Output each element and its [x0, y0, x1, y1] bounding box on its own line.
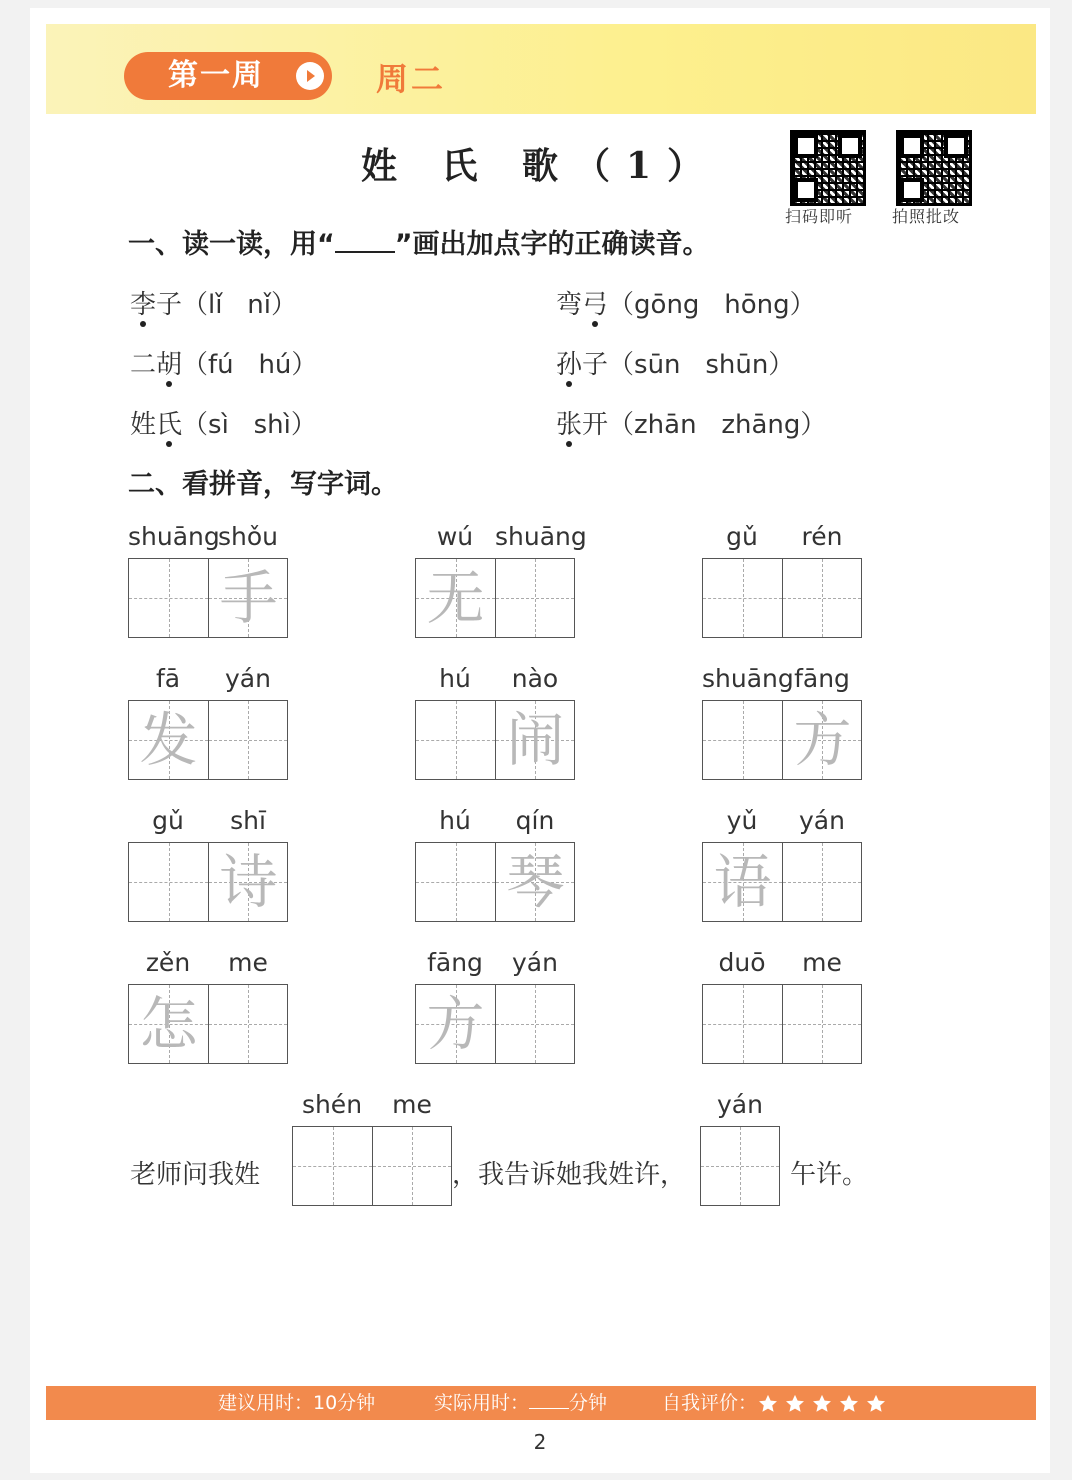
hanzi: 胡	[156, 344, 182, 381]
sentence-part-3: 午许。	[790, 1160, 869, 1190]
pinyin-label: shǒu	[217, 522, 278, 551]
writing-cell[interactable]	[782, 985, 861, 1063]
hanzi: 开	[582, 410, 609, 440]
writing-cell[interactable]	[293, 1127, 372, 1205]
reading-item	[130, 344, 317, 381]
pinyin-label: rén	[801, 522, 843, 551]
actual-time	[434, 1386, 607, 1420]
writing-cell[interactable]	[782, 843, 861, 921]
self-evaluation	[662, 1386, 892, 1420]
reading-item	[556, 404, 826, 441]
sentence-part-1: 老师问我姓	[130, 1160, 261, 1190]
pinyin-label: shuāng	[702, 664, 794, 693]
pinyin-options[interactable]: （lǐ nǐ）	[182, 290, 297, 320]
day-label: 周二	[376, 60, 447, 98]
pinyin-options[interactable]: （gōng hōng）	[608, 290, 816, 320]
reading-item	[556, 344, 794, 381]
pinyin-label: yán	[799, 806, 845, 835]
writing-cell[interactable]	[416, 843, 495, 921]
hanzi: 姓	[130, 410, 157, 440]
trace-character: 方	[426, 990, 485, 1058]
pinyin-label: me	[802, 948, 842, 977]
pinyin-label: shuāng	[128, 522, 220, 551]
writing-cell[interactable]	[129, 559, 208, 637]
pinyin-label: gǔ	[726, 522, 758, 551]
pinyin-label: yán	[717, 1090, 763, 1119]
trace-character: 怎	[139, 990, 198, 1058]
pinyin-label: shén	[301, 1090, 363, 1119]
pinyin-label: me	[392, 1090, 432, 1119]
writing-cell[interactable]	[416, 559, 495, 637]
pinyin-label: qín	[515, 806, 555, 835]
page-title: 姓 氏 歌（1）	[360, 145, 720, 187]
writing-cell[interactable]	[129, 843, 208, 921]
actual-time-blank[interactable]	[529, 1390, 569, 1409]
actual-time-label: 实际用时：	[434, 1392, 530, 1414]
pinyin-label: yán	[225, 664, 271, 693]
pinyin-label: hú	[439, 806, 471, 835]
pinyin-options[interactable]: （zhān zhāng）	[608, 410, 827, 440]
writing-cell[interactable]	[372, 1127, 451, 1205]
writing-cell[interactable]	[129, 701, 208, 779]
self-eval-label: 自我评价：	[662, 1392, 758, 1414]
header-band	[46, 24, 1036, 114]
hanzi: 张	[556, 404, 582, 441]
star-icon[interactable]	[865, 1393, 887, 1415]
writing-cell[interactable]	[208, 985, 287, 1063]
underline-sample	[335, 229, 395, 253]
week-label: 第一周	[168, 58, 264, 93]
pinyin-label: yǔ	[726, 806, 758, 835]
writing-cell[interactable]	[495, 985, 574, 1063]
pinyin-label: zěn	[145, 948, 191, 977]
writing-cell[interactable]	[129, 985, 208, 1063]
writing-cell[interactable]	[208, 843, 287, 921]
writing-cell[interactable]	[416, 985, 495, 1063]
reading-item	[130, 284, 297, 321]
pinyin-options[interactable]: （sì shì）	[182, 410, 317, 440]
trace-character: 方	[793, 706, 852, 774]
week-badge	[124, 52, 332, 100]
trace-character: 发	[139, 706, 198, 774]
writing-cell[interactable]	[782, 701, 861, 779]
writing-cell[interactable]	[703, 843, 782, 921]
writing-cell[interactable]	[703, 985, 782, 1063]
pinyin-label: shuāng	[495, 522, 587, 551]
qr-correct-caption: 拍照批改	[892, 207, 961, 226]
writing-cell[interactable]	[495, 843, 574, 921]
page-number: 2	[533, 1430, 547, 1454]
reading-item	[556, 284, 816, 321]
suggested-time: 建议用时：10分钟	[218, 1392, 376, 1414]
hanzi: 氏	[156, 404, 182, 441]
hanzi: 弓	[582, 284, 608, 321]
star-icon[interactable]	[811, 1393, 833, 1415]
hanzi: 子	[156, 290, 183, 320]
actual-time-unit: 分钟	[569, 1392, 608, 1414]
footer-band	[46, 1386, 1036, 1420]
writing-cell[interactable]	[701, 1127, 779, 1205]
arrow-right-icon	[296, 62, 324, 90]
pinyin-label: duō	[718, 948, 766, 977]
pinyin-label: nào	[511, 664, 559, 693]
qr-code-icon[interactable]	[896, 130, 972, 206]
pinyin-label: me	[228, 948, 268, 977]
star-rating[interactable]	[757, 1392, 892, 1414]
writing-cell[interactable]	[495, 559, 574, 637]
trace-character: 闹	[506, 706, 565, 774]
writing-cell[interactable]	[703, 701, 782, 779]
pinyin-label: wú	[436, 522, 474, 551]
section1-heading	[128, 222, 710, 261]
section1-heading-text: 一、读一读，用“	[128, 229, 335, 260]
pinyin-label: yán	[512, 948, 558, 977]
pinyin-label: fāng	[794, 664, 850, 693]
trace-character: 诗	[219, 848, 278, 916]
reading-item	[130, 404, 317, 441]
hanzi: 子	[582, 350, 609, 380]
sentence-part-2: ，我告诉她我姓许，	[452, 1160, 687, 1190]
pinyin-label: fāng	[427, 948, 483, 977]
hanzi: 弯	[556, 290, 583, 320]
pinyin-options[interactable]: （fú hú）	[182, 350, 318, 380]
worksheet-page	[30, 8, 1050, 1473]
pinyin-label: fā	[155, 664, 181, 693]
writing-cell[interactable]	[208, 559, 287, 637]
star-icon[interactable]	[784, 1393, 806, 1415]
star-icon[interactable]	[838, 1393, 860, 1415]
pinyin-label: hú	[439, 664, 471, 693]
hanzi: 李	[130, 284, 156, 321]
section1-heading-text-end: ”画出加点字的正确读音。	[394, 229, 710, 260]
writing-cell[interactable]	[208, 701, 287, 779]
trace-character: 手	[219, 564, 278, 632]
pinyin-label: gǔ	[152, 806, 184, 835]
pinyin-options[interactable]: （sūn shūn）	[608, 350, 795, 380]
trace-character: 无	[426, 564, 485, 632]
trace-character: 琴	[506, 848, 565, 916]
writing-cell[interactable]	[495, 701, 574, 779]
qr-code-icon[interactable]	[790, 130, 866, 206]
writing-cell[interactable]	[703, 559, 782, 637]
star-icon[interactable]	[757, 1393, 779, 1415]
qr-listen-caption: 扫码即听	[785, 207, 854, 226]
writing-cell[interactable]	[416, 701, 495, 779]
pinyin-label: shī	[230, 806, 266, 835]
writing-cell[interactable]	[782, 559, 861, 637]
hanzi: 二	[130, 350, 157, 380]
trace-character: 语	[713, 848, 772, 916]
hanzi: 孙	[556, 344, 582, 381]
section2-heading: 二、看拼音，写字词。	[128, 469, 398, 500]
